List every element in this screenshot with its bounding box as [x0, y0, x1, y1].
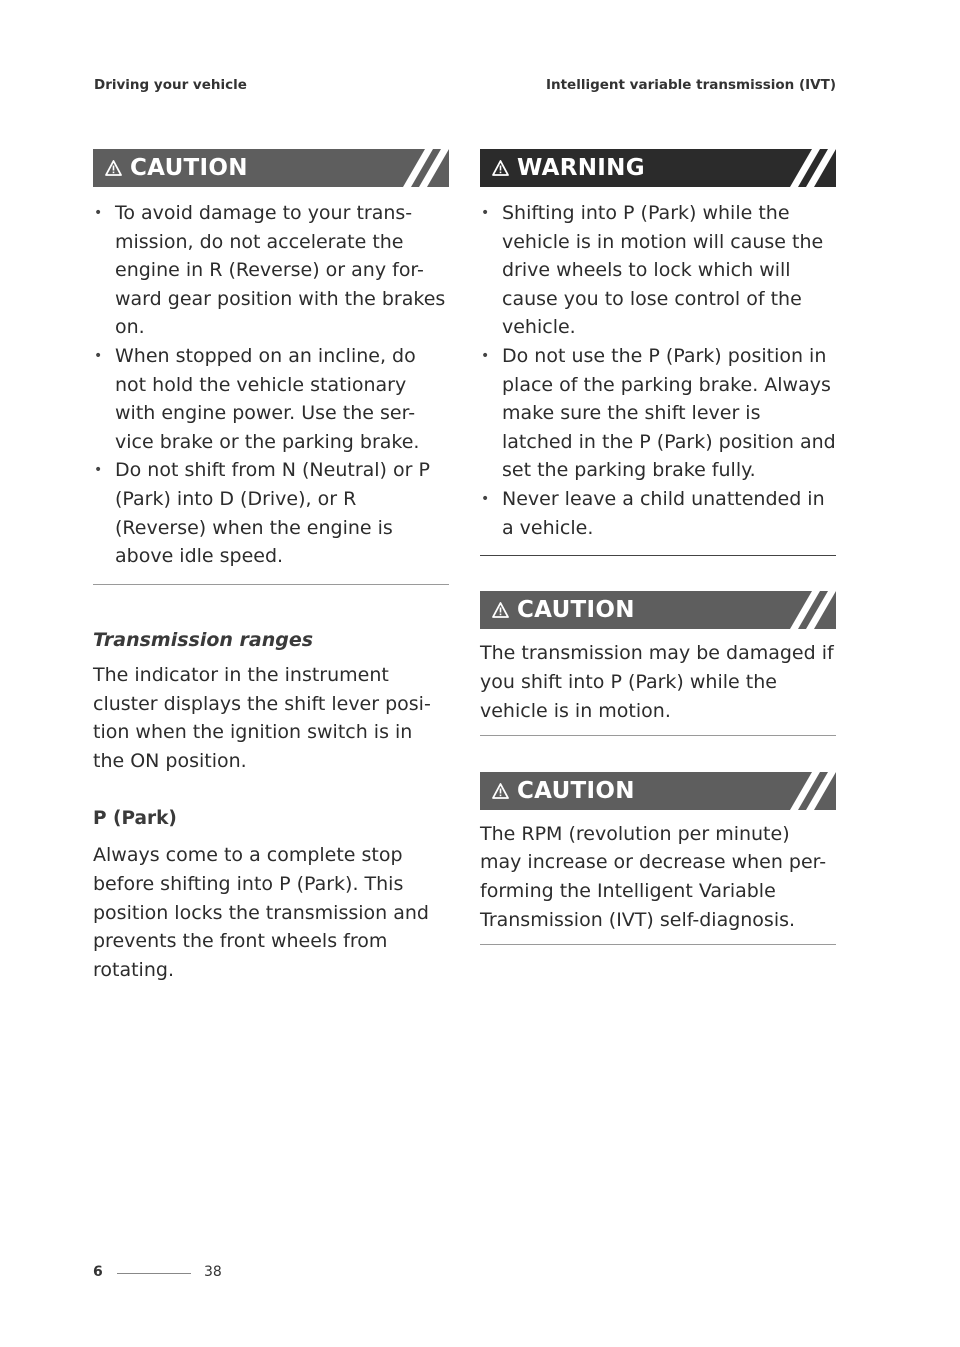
- caution-list: [93, 199, 449, 571]
- banner-stripes-icon: [776, 149, 836, 187]
- left-column: [93, 149, 449, 985]
- warning-banner: [480, 149, 836, 187]
- divider: [480, 555, 836, 556]
- caution-text: The RPM (revolution per minute) may increase or decrease when per-forming the Intelligent Variable Transmission (IVT) self-diagnosis.: [480, 822, 827, 931]
- header-section-title: Driving your vehicle: [94, 77, 247, 93]
- warning-triangle-icon: [492, 160, 509, 176]
- section-title: Transmission ranges: [93, 628, 314, 651]
- caution-banner: [480, 772, 836, 810]
- caution-title: CAUTION: [130, 155, 248, 181]
- footer-chapter-number: 6: [93, 1264, 103, 1280]
- caution-title: CAUTION: [517, 777, 635, 804]
- caution-text: The transmission may be damaged if you shift into P (Park) while the vehicle is in motion.: [480, 642, 834, 722]
- list-item: • Never leave a child unattended in a vehicle.: [480, 485, 836, 542]
- banner-stripes-icon: [389, 149, 449, 187]
- divider: [480, 944, 836, 945]
- caution-banner: [93, 149, 449, 187]
- list-item: • Do not shift from N (Neutral) or P (Park) into D (Drive), or R (Reverse) when the engine is above idle speed.: [93, 456, 449, 570]
- banner-stripes-icon: [776, 591, 836, 629]
- divider: [480, 735, 836, 736]
- list-item: • When stopped on an incline, do not hold the vehicle stationary with engine power. Use the ser-vice brake or the parking brake.: [93, 342, 449, 456]
- header-chapter-title: Intelligent variable transmission (IVT): [545, 77, 836, 93]
- right-column: [480, 149, 836, 945]
- caution-banner: [480, 591, 836, 629]
- divider: [93, 584, 449, 585]
- footer-divider: [117, 1273, 191, 1274]
- list-item: • Do not use the P (Park) position in place of the parking brake. Always make sure the shift lever is latched in the P (Park) position and set the parking brake fully.: [480, 342, 836, 485]
- banner-stripes-icon: [776, 772, 836, 810]
- warning-list: [480, 199, 836, 542]
- list-item: • To avoid damage to your trans-mission, do not accelerate the engine in R (Reverse) or any for-ward gear position with the brakes on.: [93, 199, 449, 342]
- park-text: Always come to a complete stop before shifting into P (Park). This position locks the transmission and prevents the front wheels from rotating.: [93, 843, 429, 982]
- list-item: • Shifting into P (Park) while the vehicle is in motion will cause the drive wheels to lock which will cause you to lose control of the vehicle.: [480, 199, 836, 342]
- park-heading: P (Park): [93, 807, 177, 829]
- footer-page-number: 38: [204, 1264, 222, 1280]
- section-text: The indicator in the instrument cluster displays the shift lever posi-tion when the ignition switch is in the ON position.: [93, 663, 431, 773]
- warning-triangle-icon: [492, 783, 509, 799]
- warning-title: WARNING: [517, 155, 645, 181]
- warning-triangle-icon: [492, 602, 509, 618]
- warning-triangle-icon: [105, 160, 122, 176]
- caution-title: CAUTION: [517, 597, 635, 624]
